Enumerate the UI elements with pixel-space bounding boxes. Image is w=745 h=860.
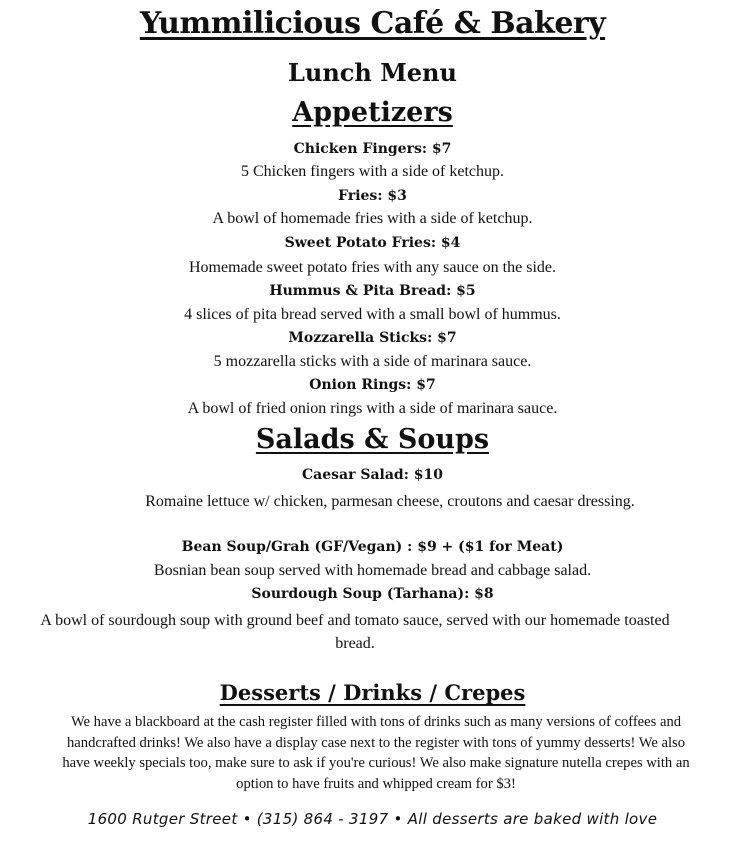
menu-item-desc: 4 slices of pita bread served with a small bowl of hummus. [184,306,561,323]
menu-item-desc: A bowl of fried onion rings with a side of marinara sauce. [187,400,558,417]
menu-item-desc: 5 Chicken fingers with a side of ketchup. [240,163,505,180]
menu-item-desc: A bowl of homemade fries with a side of ketchup. [212,210,533,227]
page-title: Yummilicious Café & Bakery [139,6,606,41]
menu-item-desc: Bosnian bean soup served with homemade bread and cabbage salad. [153,562,592,579]
menu-item-name: Fries: $3 [338,188,407,204]
menu-item-desc: A bowl of sourdough soup with ground beef and tomato sauce, served with our homemade toasted bread. [40,612,670,652]
menu-item-name: Chicken Fingers: $7 [293,141,452,157]
salads-soups-heading: Salads & Soups [255,424,490,455]
menu-item-desc: Romaine lettuce w/ chicken, parmesan cheese, croutons and caesar dressing. [145,493,635,510]
menu-item-name: Onion Rings: $7 [309,377,436,393]
menu-item-name: Caesar Salad: $10 [302,467,443,483]
menu-item-desc: Homemade sweet potato fries with any sauce on the side. [189,259,556,276]
menu-item-name: Bean Soup/Grah (GF/Vegan) : $9 + ($1 for Meat) [181,539,564,555]
desserts-paragraph: We have a blackboard at the cash register filled with tons of drinks such as many versions of coffees and handcrafted drinks! We also have a display case next to the register with tons of yummy desserts! We also have weekly specials too, make sure to ask if you're curious! We also make signature nutella crepes with an option to have fruits and whipped cream for $3! [62,714,690,792]
menu-item-desc: 5 mozzarella sticks with a side of marinara sauce. [213,353,532,370]
menu-item-name: Mozzarella Sticks: $7 [288,330,457,346]
menu-item-name: Sweet Potato Fries: $4 [284,235,461,251]
appetizers-heading: Appetizers [292,97,453,128]
menu-item-name: Sourdough Soup (Tarhana): $8 [251,586,494,602]
desserts-heading: Desserts / Drinks / Crepes [219,680,526,705]
footer-contact: 1600 Rutger Street • (315) 864 - 3197 • All desserts are baked with love [87,810,658,828]
menu-subtitle: Lunch Menu [288,58,457,87]
menu-item-name: Hummus & Pita Bread: $5 [269,283,476,299]
